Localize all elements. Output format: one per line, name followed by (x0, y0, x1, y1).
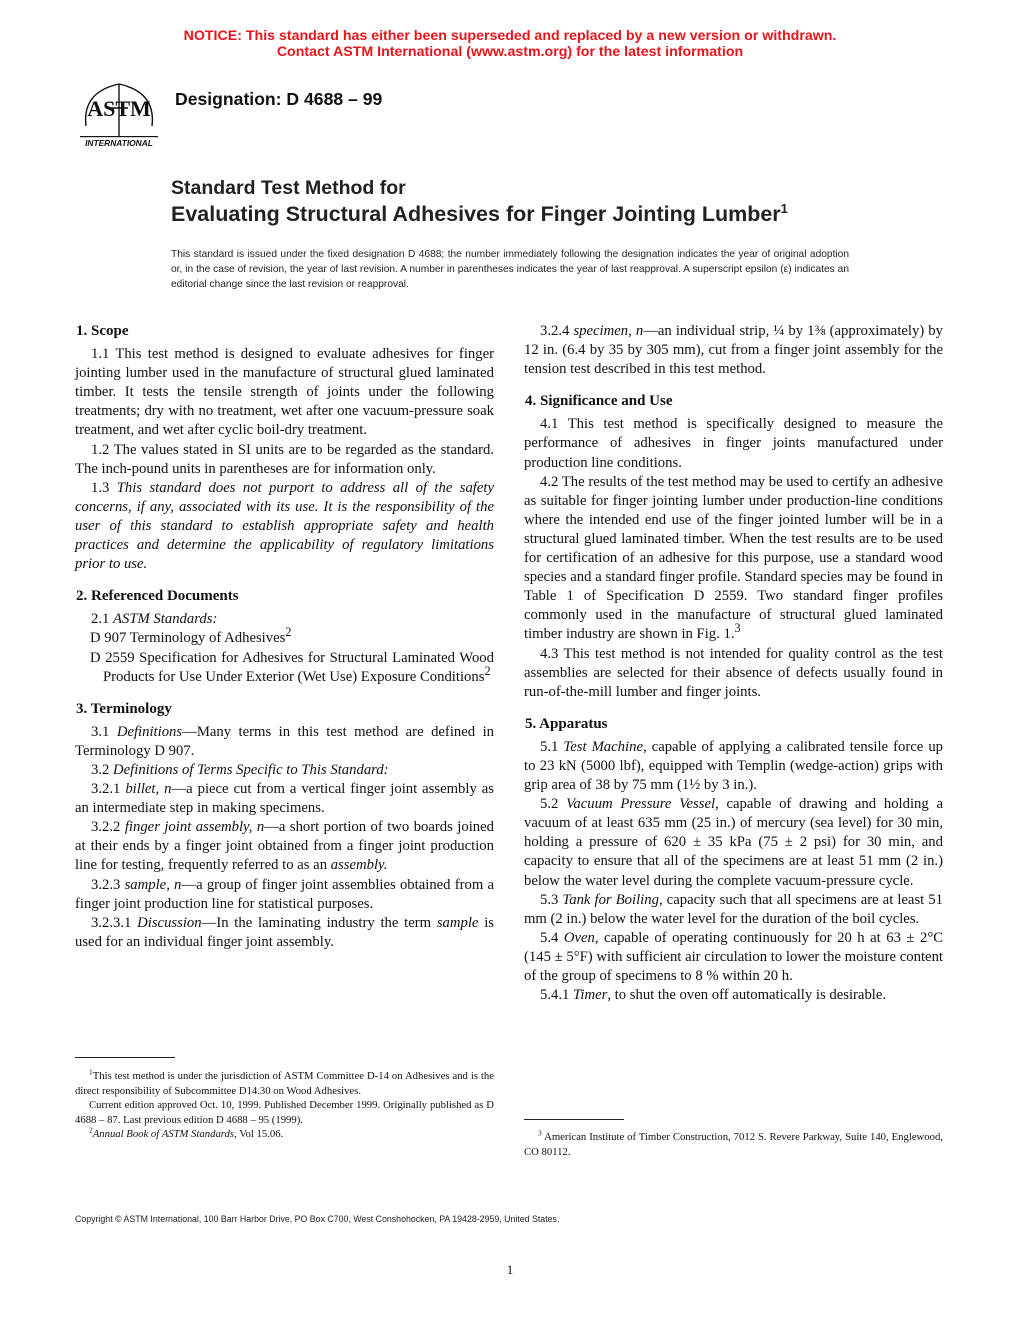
term-3-1-number: 3.1 (91, 723, 117, 740)
title-line-1: Standard Test Method for (171, 177, 406, 199)
footnote-1-mark: 1 (89, 1067, 93, 1077)
term-3-2-4 (524, 322, 943, 379)
term-3-2-2-number: 3.2.2 (91, 819, 125, 836)
apparatus-5-1-number: 5.1 (540, 738, 564, 755)
intro-paragraph: This standard is issued under the fixed designation D 4688; the number immediately following the designation indicates the year of original adoption or, in the case of revision, the year of last revision. A number in parentheses indicates the year of last reapproval. A superscript epsilon (ε) indicates an editorial change since the last revision or reapproval. (171, 249, 849, 290)
significance-4-2-text: 4.2 The results of the test method may be used to certify an adhesive as suitable for finger jointing lumber under production-line conditions where the intended end use of the finger jointed lumber will be in a structural glued laminated timber. When the test results are to be used for certification of an adhesive for this purpose, use a standard wood species and a standard finger profile. Standard species may be found in Table 1 of Specification D 2559. Two standard finger profiles commonly used in the manufacture of structural glued laminated timber industry are shown in Fig. 1. (524, 473, 943, 643)
title-line-2: Evaluating Structural Adhesives for Finger Jointing Lumber (171, 202, 781, 226)
ref-d2559-mark: 2 (484, 663, 491, 678)
term-3-2-3-1-text-b: is used for an individual finger joint assembly. (75, 914, 495, 950)
term-3-2-text: Definitions of Terms Specific to This Standard: (113, 761, 389, 778)
apparatus-5-3-text: , capacity such that all specimens are at least 51 mm (2 in.) below the water level for the duration of the boil cycles. (524, 891, 943, 927)
significance-4-2 (524, 473, 943, 645)
scope-1-2: 1.2 The values stated in SI units are to be regarded as the standard. The inch-pound units in parentheses are for information only. (75, 441, 494, 477)
scope-1-3-text: This standard does not purport to address all of the safety concerns, if any, associated with its use. It is the responsibility of the user of this standard to establish appropriate safety and health practices and determine the applicability of regulatory limitations prior to use. (75, 479, 495, 573)
term-3-2-2-term: finger joint assembly, n (124, 819, 265, 836)
ref-d907 (75, 625, 494, 648)
footnote-2-title: Annual Book of ASTM Standards (92, 1128, 235, 1141)
apparatus-5-4-number: 5.4 (540, 929, 564, 946)
term-3-2-3-1-text-a: —In the laminating industry the term (201, 914, 437, 931)
apparatus-5-4-text: , capable of operating continuously for 20 h at 63 ± 2°C (145 ± 5°F) with sufficient air circulation to lower the moisture content of the group of specimens to 8 % within 20 h. (524, 929, 944, 984)
term-3-2-3-1 (75, 914, 494, 952)
footnote-rule-right (524, 1119, 624, 1120)
apparatus-5-4-term: Oven (563, 929, 595, 946)
term-3-2-1 (75, 780, 494, 818)
apparatus-5-3-number: 5.3 (540, 891, 563, 908)
term-3-2-number: 3.2 (91, 761, 114, 778)
footnote-1-text: This test method is under the jurisdiction of ASTM Committee D-14 on Adhesives and is the direct responsibility of Subcommittee D14.30 on Wood Adhesives. (75, 1070, 494, 1097)
footnote-3-text: American Institute of Timber Construction, 7012 S. Revere Parkway, Suite 140, Englewood, CO 80112. (524, 1131, 943, 1158)
copyright-line: Copyright © ASTM International, 100 Barr Harbor Drive, PO Box C700, West Conshohocken, PA 19428-2959, United States. (75, 1214, 560, 1224)
apparatus-5-4-1-number: 5.4.1 (540, 987, 574, 1004)
apparatus-5-4-1-text: , to shut the oven off automatically is desirable. (607, 987, 887, 1004)
term-3-2-3-number: 3.2.3 (91, 876, 125, 893)
ref-d907-mark: 2 (285, 625, 292, 640)
apparatus-5-4-1 (524, 986, 943, 1005)
scope-1-3 (75, 479, 494, 574)
apparatus-5-2-text: , capable of drawing and holding a vacuum of at least 635 mm (25 in.) of mercury (sea level) for 30 min, holding a pressure of 620 ± 35 kPa (75 ± 2 psi) for 30 min, and capacity to ensure that all of the specimens are at least 51 mm (2 in.) below the water level during the complete vacuum-pressure cycle. (524, 796, 943, 889)
term-3-2-1-term: billet, n (125, 781, 172, 798)
term-3-2-4-term: specimen, n (573, 323, 644, 339)
page-number: 1 (506, 1262, 514, 1277)
ref-d907-text: D 907 Terminology of Adhesives (90, 630, 286, 647)
term-3-1-term: Definitions (116, 723, 183, 740)
term-3-2-1-text: —a piece cut from a vertical finger joint assembly as an intermediate step in making specimens. (75, 781, 494, 817)
footnote-2-mark: 2 (89, 1125, 93, 1135)
scope-heading: 1. Scope (76, 323, 129, 339)
logo-international-text: INTERNATIONAL (85, 138, 153, 148)
significance-4-2-mark: 3 (734, 621, 741, 636)
notice-line-2: Contact ASTM International (www.astm.org) for the latest information (276, 44, 744, 60)
term-3-2 (75, 761, 494, 780)
referenced-2-1-number: 2.1 (91, 611, 114, 628)
footnote-2-text: , Vol 15.06. (234, 1128, 284, 1141)
right-column (524, 322, 943, 1005)
term-3-2-3-1-term: Discussion (137, 914, 202, 931)
term-3-2-4-text: —an individual strip, ¼ by 1⅜ (approximately) by 12 in. (6.4 by 35 by 305 mm), cut from a finger joint assembly for the tension test described in this test method. (524, 323, 943, 378)
apparatus-5-2-term: Vacuum Pressure Vessel (566, 796, 716, 813)
referenced-2-1-text: ASTM Standards: (113, 611, 218, 628)
apparatus-5-3-term: Tank for Boiling (562, 891, 659, 908)
term-3-2-2 (75, 818, 494, 875)
apparatus-5-2 (524, 795, 943, 890)
left-column (75, 322, 494, 952)
term-3-2-3-term: sample, n (124, 876, 182, 893)
ref-d2559 (75, 649, 494, 687)
term-3-2-3 (75, 876, 494, 914)
term-3-2-2-text: —a short portion of two boards joined at their ends by a finger joint obtained from a finger joint production line for testing, frequently referred to as an (75, 819, 495, 874)
footnote-1 (75, 1069, 494, 1098)
scope-1-1: 1.1 This test method is designed to evaluate adhesives for finger jointing lumber used in the manufacture of structural glued laminated timber. It tests the tensile strength of joints under the following treatments; dry with no treatment, wet after one vacuum-pressure soak treatment, and wet after cyclic boil-dry treatment. (75, 346, 494, 439)
designation: Designation: D 4688 – 99 (175, 89, 383, 109)
title-footnote-mark: 1 (780, 201, 788, 216)
withdrawal-notice (0, 28, 1020, 60)
footnote-3 (524, 1130, 943, 1159)
apparatus-heading: 5. Apparatus (525, 715, 608, 732)
term-3-2-3-1-number: 3.2.3.1 (91, 914, 138, 931)
term-3-2-2-end: assembly. (330, 857, 388, 874)
term-3-2-3-1-word: sample (436, 914, 479, 931)
term-3-2-3-text: —a group of finger joint assemblies obtained from a finger joint production line for statistical purposes. (75, 876, 494, 912)
footnote-2 (75, 1127, 494, 1142)
term-3-1-text: —Many terms in this test method are defined in Terminology D 907. (75, 723, 495, 759)
significance-4-1: 4.1 This test method is specifically designed to measure the performance of adhesives in finger joints manufactured under production line conditions. (524, 416, 943, 471)
apparatus-5-4-1-term: Timer (573, 987, 608, 1004)
apparatus-5-3 (524, 891, 943, 929)
footnotes-left (75, 1069, 494, 1142)
term-3-2-4-number: 3.2.4 (540, 323, 574, 339)
astm-logo (76, 78, 162, 150)
ref-d2559-text: D 2559 Specification for Adhesives for Structural Laminated Wood Products for Use Under Exterior (Wet Use) Exposure Conditions (90, 649, 494, 685)
footnote-3-mark: 3 (538, 1128, 542, 1138)
terminology-heading: 3. Terminology (76, 700, 172, 717)
apparatus-5-1-text: , capable of applying a calibrated tensile force up to 23 kN (5000 lbf), equipped with Templin (wedge-action) grips with grip area of 38 by 75 mm (1½ by 3 in.). (524, 738, 944, 794)
significance-4-3: 4.3 This test method is not intended for quality control as the test assemblies are selected for their absence of defects usually found in run-of-the-mill lumber and finger joints. (524, 645, 943, 700)
term-3-2-1-number: 3.2.1 (91, 781, 126, 798)
logo-letters: ASTM (87, 96, 151, 121)
apparatus-5-2-number: 5.2 (540, 796, 567, 813)
referenced-heading: 2. Referenced Documents (76, 588, 239, 605)
term-3-1 (75, 723, 494, 761)
footnote-rule-left (75, 1057, 175, 1058)
footnote-1b: Current edition approved Oct. 10, 1999. Published December 1999. Originally published as D 4688 – 87. Last previous edition D 4688 – 95 (1999). (75, 1099, 494, 1126)
scope-1-3-number: 1.3 (91, 479, 117, 496)
document-title (171, 176, 788, 228)
significance-heading: 4. Significance and Use (525, 393, 673, 410)
apparatus-5-1 (524, 738, 943, 795)
notice-line-1: NOTICE: This standard has either been superseded and replaced by a new version or withdrawn. (183, 28, 837, 44)
apparatus-5-4 (524, 929, 943, 986)
apparatus-5-1-term: Test Machine (563, 738, 643, 755)
footnotes-right (524, 1130, 943, 1159)
